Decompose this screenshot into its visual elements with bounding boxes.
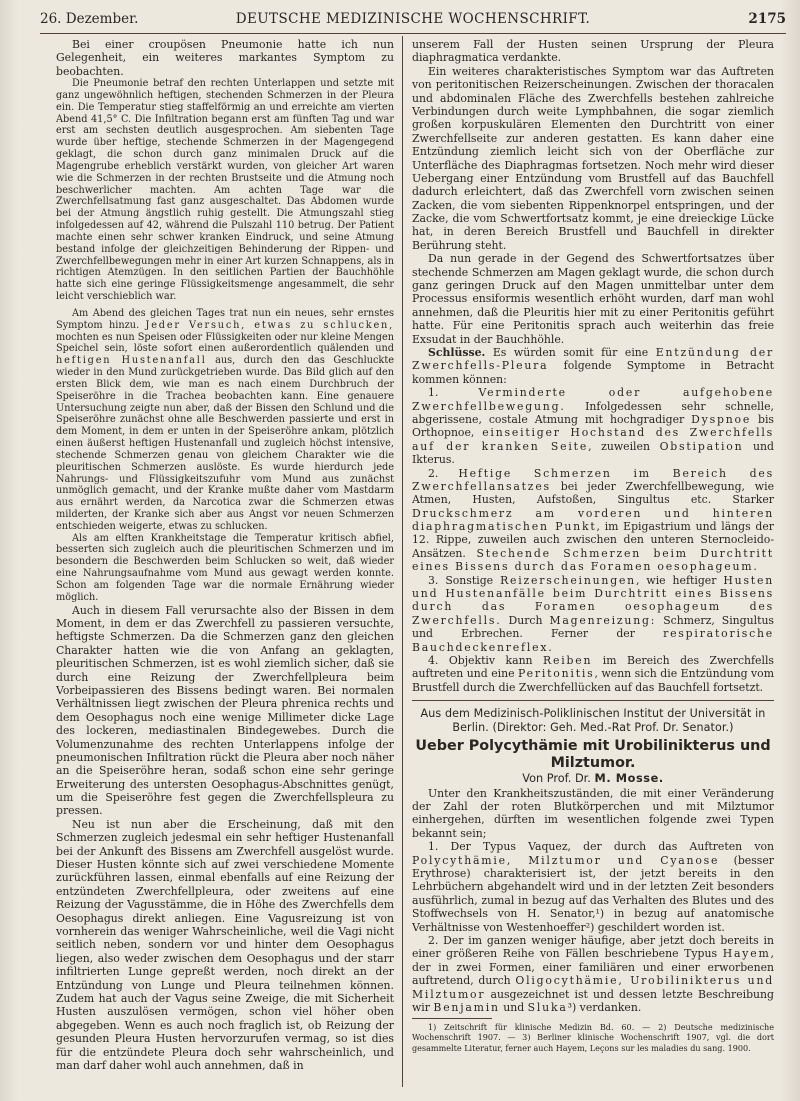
case-report-paragraph: Die Pneumonie betraf den rechten Unterlappen und setzte mit ganz ungewöhnlich heftigen, stechenden Schmerzen in der Pleura ein. Die Temperatur stieg staffelförmig an und erreichte am vierten Abend 41,5° C. Die Infiltration begann erst am fünften Tag und war erst am sechsten deutlich ausgesprochen. Am siebenten Tage wurde über heftige, stechende Schmerzen in der Magengegend geklagt, die schon durch ganz minimalen Druck auf die Magengrube erheblich verstärkt wurden, von gleicher Art waren wie die Schmerzen in der rechten Brustseite und die Atmung noch beschwerlicher machten. Am achten Tage war die Zwerchfellsatmung fast ganz ausgeschaltet. Das Abdomen wurde bei der Atmung ängstlich ruhig gestellt. Die Atmungszahl stieg infolgedessen auf 42, während die Pulszahl 110 betrug. Der Patient machte einen sehr schwer kranken Eindruck, und seine Atmung bestand infolge der gleichzeitigen Behinderung der Rippen- und Zwerchfellbewegungen mehr in einer Art kurzen Schnappens, als in richtigen Atemzügen. In den seitlichen Partien der Bauchhöhle hatte sich eine geringe Flüssigkeitsmenge angesammelt, die sehr leicht verschieblich war. xyxy=(56,78,394,303)
header-page-number: 2175 xyxy=(748,11,786,27)
text-run: , wie heftiger xyxy=(635,573,724,587)
spaced-emphasis: respiratorische Bauchdeckenreflex. xyxy=(412,627,774,654)
text-run: ausgezeichnet ist und dessen letzte Beschreibung wir xyxy=(412,987,774,1014)
spaced-emphasis: Jeder Versuch, etwas zu schlucken, xyxy=(145,319,394,331)
text-run: , wenn sich die Entzündung vom Brustfell durch die Zwerchfellücken auf das Bauchfell fortsetzt. xyxy=(412,667,774,694)
text-run: folgende Symptome in Betracht kommen können: xyxy=(412,359,774,386)
conclusion-item-2 xyxy=(412,467,774,574)
spaced-emphasis: Polycythämie, Milztumor und Cyanose xyxy=(412,853,720,867)
text-run: bei jeder Zwerchfellbewegung, wie Atmen, Husten, Aufstoßen, Singultus etc. Starker xyxy=(412,479,774,507)
text-run: aus, durch den das Geschluckte wieder in den Mund zurückgetrieben wurde. Das Bild glich auf den ersten Blick dem, wie man es nach einem Durchbruch der Speiseröhre in die Trachea beobachten kann. Eine genauere Untersuchung zeigte nun aber, daß der Bissen den Schlund und die Speiseröhre zunächst ohne alle Beschwerden passierte und erst in dem Moment, in dem er unten in der Speiseröhre ankam, plötzlich einen äußerst heftigen Hustenanfall und zugleich höchst intensive, stechende Schmerzen genau von gleichem Charakter wie die pleuritischen Schmerzen auslöste. Es wurde hierdurch jede Nahrungs- und Flüssigkeitszufuhr vom Mund aus zunächst unmöglich gemacht, und der Kranke mußte daher vom Mastdarm aus ernährt werden, da Narcotica zwar die Schmerzen etwas milderten, der Kranke sich aber aus Angst vor neuen Schmerzen entschieden weigerte, etwas zu schlucken. xyxy=(56,355,394,532)
paragraph-symptom-swallowing xyxy=(56,308,394,533)
header-date: 26. Dezember. xyxy=(40,11,139,27)
spaced-emphasis: einseitiger Hochstand des Zwerchfells auf der kranken Seite xyxy=(412,426,774,453)
text-run: Es würden somit für eine xyxy=(485,345,656,359)
text-run: im Bereich des Zwerchfells auftreten und eine xyxy=(412,653,774,681)
spaced-emphasis: Druckschmerz am vorderen und hinteren diaphragmatischen Punkt xyxy=(412,506,774,534)
text-run: 1. xyxy=(428,386,479,400)
spaced-emphasis: Dyspnoe xyxy=(691,412,752,426)
author-line xyxy=(412,771,774,787)
text-run: mochten es nun Speisen oder Flüssigkeiten oder nur kleine Mengen Speichel sein, löste sofort einen außerordentlich quälenden und xyxy=(56,331,394,355)
text-run: , im Epigastrium und längs der 12. Rippe, zuweilen auch zwischen den unteren Sternocleido-Ansätzen. xyxy=(412,520,774,560)
paragraph-intro: Bei einer croupösen Pneumonie hatte ich nun Gelegenheit, ein weiteres markantes Symptom zu beobachten. xyxy=(56,38,394,78)
author-prefix: Von Prof. Dr. xyxy=(522,772,595,786)
text-run: Infolgedessen sehr schnelle, abgerissene, costale Atmung mit hochgradiger xyxy=(412,399,774,426)
article-paragraph-1: Unter den Krankheitszuständen, die mit einer Veränderung der Zahl der roten Blutkörperchen und mit Milztumor einhergehen, dürften im wesentlichen folgende zwei Typen bekannt sein; xyxy=(412,786,774,840)
header-rule xyxy=(40,33,786,34)
text-run: 3. Sonstige xyxy=(428,573,501,587)
left-column xyxy=(56,38,394,1088)
text-run: ³) verdanken. xyxy=(567,1000,642,1014)
article-paragraph-hayem xyxy=(412,934,774,1014)
text-run: (besser Erythrose) charakterisiert ist, der jetzt bereits in den Lehrbüchern abgehandelt wird und in der letzten Zeit besonders ausführlich, zumal in bezug auf das Verhalten des Blutes und des Stoffwechsels von H. Senator,¹) in bezug auf anatomische Verhältnisse von Westenhoeffer²) geschildert worden ist. xyxy=(412,853,774,934)
spaced-emphasis: Husten und Hustenanfälle beim Durchtritt eines Bissens durch das Foramen oesophageum des Zwerchfells. xyxy=(412,573,774,627)
footnote-rule xyxy=(412,1018,492,1019)
spaced-emphasis: Sluka xyxy=(527,1000,568,1014)
paragraph-continued: unserem Fall der Husten seinen Ursprung der Pleura diaphragmatica verdankte. xyxy=(412,38,774,65)
spaced-emphasis: Magenreizung: xyxy=(549,613,657,627)
spaced-emphasis: Hayem xyxy=(722,947,771,961)
paragraph-pleura-irritation: Auch in diesem Fall verursachte also der Bissen in dem Moment, in dem er das Zwerchfell zu passieren versuchte, heftigste Schmerzen. Da die Schmerzen ganz den gleichen Charakter hatten wie die von Anfang an geklagten, pleuritischen Schmerzen, ist es wohl ziemlich sicher, daß sie durch eine Reizung der Zwerchfellpleura beim Vorbeipassieren des Bissens bedingt waren. Bei normalen Verhältnissen liegt zwischen der Pleura phrenica rechts und dem Oesophagus noch eine wenige Millimeter dicke Lage des lockeren, mediastinalen Bindegewebes. Durch die Volumenzunahme des rechten Unterlappens infolge der pneumonischen Infiltration rückt die Pleura aber noch näher an die Speiseröhre heran, sodaß schon eine sehr geringe Erweiterung des untersten Oesophagus-Abschnittes genügt, um die Speiseröhre fest gegen die Zwerchfellspleura zu pressen. xyxy=(56,603,394,818)
spaced-emphasis: heftigen Hustenanfall xyxy=(56,355,207,367)
article-separator xyxy=(412,700,774,701)
spaced-emphasis: Reizerscheinungen xyxy=(500,573,636,587)
text-run: und xyxy=(499,1000,528,1014)
column-divider xyxy=(402,36,403,1087)
text-run: , der in zwei Formen, einer familiären und einer erworbenen auftretend, durch xyxy=(412,947,774,988)
text-run: Schmerz, Singultus und Erbrechen. Ferner der xyxy=(412,613,774,641)
running-header xyxy=(40,8,786,30)
footnotes: 1) Zeitschrift für klinische Medizin Bd. 60. — 2) Deutsche medizinische Wochenschrift 1907. — 3) Berliner klinische Wochenschrift 1907, vgl. die dort gesammelte Literatur, ferner auch Hayem, Leçons sur les maladies du sang. 1900. xyxy=(412,1022,774,1053)
spaced-emphasis: Entzündung der Zwerchfells-Pleura xyxy=(412,345,774,373)
spaced-emphasis: Heftige Schmerzen im Bereich des Zwerchfellansatzes xyxy=(412,466,774,493)
spaced-emphasis: Verminderte oder aufgehobene Zwerchfellbewegung. xyxy=(412,386,774,413)
header-journal-title: DEUTSCHE MEDIZINISCHE WOCHENSCHRIFT. xyxy=(235,11,591,27)
article-paragraph-vaquez xyxy=(412,840,774,934)
text-run: 2. Der im ganzen weniger häufige, aber jetzt doch bereits in einer größeren Reihe von Fällen beschriebene Typus xyxy=(412,934,774,961)
text-run: , zuweilen xyxy=(588,439,660,453)
right-column xyxy=(412,38,774,1088)
spaced-emphasis: Oligocythämie, Urobilinikterus und Milztumor xyxy=(412,974,774,1001)
paragraph-cough-origin: Neu ist nun aber die Erscheinung, daß mit den Schmerzen zugleich jedesmal ein sehr heftiger Hustenanfall bei der Ankunft des Bissens am Zwerchfell ausgelöst wurde. Dieser Husten könnte sich auf zwei verschiedene Momente zurückführen lassen, einmal ebenfalls auf eine Reizung der entzündeten Zwerchfellpleura, oder zweitens auf eine Reizung der Vagusstämme, die in Höhe des Zwerchfells dem Oesophagus direkt anliegen. Eine Vagusreizung ist von vornherein das weniger Wahrscheinliche, weil die Vagi nicht seitlich neben, sondern vor und hinter dem Oesophagus liegen, also weder zwischen dem Oesophagus und der starr infiltrierten Lunge gepreßt werden, noch direkt an der Entzündung von Lunge und Pleura teilnehmen können. Zudem hat auch der Vagus seine Zweige, die mit Sicherheit Husten auszulösen vermögen, schon viel höher oben abgegeben. Wenn es auch noch fraglich ist, ob Reizung der gesunden Pleura Husten hervorzurufen vermag, so ist dies für die entzündete Pleura doch sehr wahrscheinlich, und man darf daher wohl auch annehmen, daß in xyxy=(56,817,394,1072)
spaced-emphasis: Reiben xyxy=(543,653,593,667)
institute-line: Aus dem Medizinisch-Poliklinischen Institut der Universität in Berlin. (Direktor: Geh. Med.-Rat Prof. Dr. Senator.) xyxy=(420,707,766,735)
conclusion-item-4 xyxy=(412,654,774,694)
text-run: Am Abend des gleichen Tages trat nun ein neues, sehr ernstes Symptom hinzu. xyxy=(56,307,394,331)
spaced-emphasis: Stechende Schmerzen beim Durchtritt eines Bissens durch das Foramen oesophageum. xyxy=(412,546,774,574)
conclusions-heading: Schlüsse. xyxy=(428,345,486,359)
author-name: M. Mosse. xyxy=(594,772,664,786)
conclusion-item-3 xyxy=(412,574,774,654)
paragraph-peritonitic-symptoms: Ein weiteres charakteristisches Symptom war das Auftreten von peritonitischen Reizerscheinungen. Zwischen der thoracalen und abdominalen Fläche des Zwerchfells bestehen zahlreiche Verbindungen durch weite Lymphbahnen, die sogar ziemlich großen korpuskulären Elementen den Durchtritt von einer Zwerchfellseite zur anderen gestatten. Es kann daher eine Entzündung ziemlich leicht sich von der Oberfläche zur Unterfläche des Diaphragmas fortsetzen. Noch mehr wird dieser Uebergang einer Entzündung vom Brustfell auf das Bauchfell dadurch erleichtert, daß das Zwerchfell vorn zwischen seinen Zacken, die vom siebenten Rippenknorpel entspringen, und der Zacke, die vom Schwertfortsatz kommt, je eine dreieckige Lücke hat, in deren Bereich Brustfell und Bauchfell in direkter Berührung steht. xyxy=(412,64,774,252)
spaced-emphasis: Obstipation xyxy=(659,439,744,453)
text-run: Durch xyxy=(501,613,550,627)
article-title: Ueber Polycythämie mit Urobilinikterus und Milztumor. xyxy=(415,737,771,771)
paragraph-conclusions xyxy=(412,346,774,386)
text-run: 4. Objektiv kann xyxy=(428,653,544,667)
text-run: und Ikterus. xyxy=(412,439,774,467)
conclusion-item-1 xyxy=(412,386,774,466)
text-run: 1. Der Typus Vaquez, der durch das Auftreten von xyxy=(428,840,774,854)
text-run: 2. xyxy=(428,466,459,480)
paragraph-eleventh-day: Als am elften Krankheitstage die Temperatur kritisch abfiel, besserten sich zugleich auch die pleuritischen Schmerzen und im besondern die Beschwerden beim Schlucken so weit, daß wieder eine Nahrungsaufnahme vom Mund aus gewagt werden konnte. Schon am folgenden Tage war die normale Ernährung wieder möglich. xyxy=(56,532,394,603)
spaced-emphasis: Benjamin xyxy=(433,1000,500,1014)
text-run: bis Orthopnoe, xyxy=(412,412,774,440)
spaced-emphasis: Peritonitis xyxy=(518,667,595,681)
paragraph-xiphoid: Da nun gerade in der Gegend des Schwertfortsatzes über stechende Schmerzen am Magen geklagt wurde, die schon durch ganz geringen Druck auf den Magen unmittelbar unter dem Processus ensiformis wesentlich erhöht wurden, darf man wohl annehmen, daß die Pleuritis hier mit zu einer Peritonitis geführt hatte. Für eine Peritonitis sprach auch weiterhin das freie Exsudat in der Bauchhöhle. xyxy=(412,252,774,346)
